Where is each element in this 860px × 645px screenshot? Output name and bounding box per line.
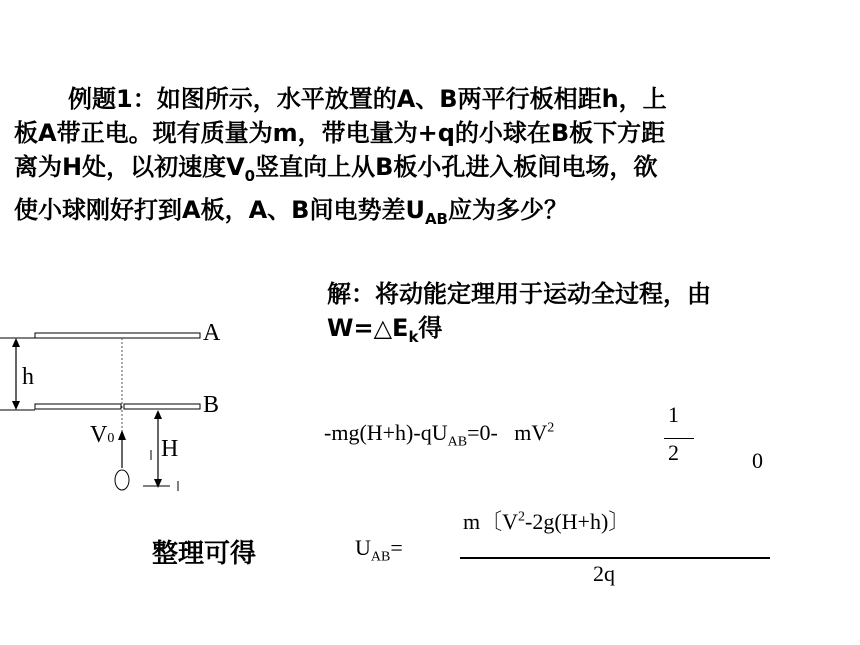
ball: [115, 470, 129, 490]
fraction-bar: [664, 438, 694, 439]
solution-intro: [327, 277, 797, 354]
h-dim-arrowhead-top: [12, 338, 20, 347]
conclusion-label: 整理可得: [152, 539, 257, 569]
velocity-label: V0: [90, 422, 115, 448]
fraction-numerator: 1: [668, 402, 679, 427]
equation-1: $-mg(H+h)-qU_{AB}=0-$ $mV^2$: [324, 420, 555, 450]
h-dim-arrowhead-bottom: [12, 401, 20, 410]
velocity-arrowhead: [118, 430, 126, 440]
result-numerator: m〔$V^2-2g(H+h)$〕: [463, 509, 631, 534]
subscript-zero: 0: [752, 448, 763, 473]
result-fraction-bar: [460, 557, 770, 559]
problem-line-4: 使小球刚好打到A板，A、B间电势差$U_{AB}$应为多少？: [14, 196, 568, 228]
h-label: h: [22, 364, 34, 390]
solution-line-1: 解：将动能定理用于运动全过程，由: [327, 280, 711, 308]
problem-line-2: 板A带正电。现有质量为m，带电量为+q的小球在B板下方距: [14, 119, 666, 147]
problem-statement: [14, 82, 784, 236]
fraction-denominator: 2: [668, 440, 679, 465]
plate-B-label: B: [203, 392, 220, 418]
solution-line-2: $W=\triangle E_k$得: [327, 314, 443, 346]
H-dim-arrowhead-top: [154, 410, 162, 419]
plate-A-label: A: [203, 320, 221, 346]
plate-B-left: [35, 404, 121, 409]
plate-A: [35, 333, 200, 338]
H-label: H: [161, 436, 179, 462]
problem-line-3: 离为H处，以初速度$V_0$竖直向上从B板小孔进入板间电场，欲: [14, 153, 658, 185]
plate-B-right: [124, 404, 200, 409]
result-lhs: $U_{AB}=$: [355, 535, 403, 565]
problem-line-1: 例题1：如图所示，水平放置的A、B两平行板相距h，上: [68, 85, 667, 113]
H-dim-arrowhead-bottom: [154, 479, 162, 488]
result-denominator: 2q: [593, 561, 615, 586]
